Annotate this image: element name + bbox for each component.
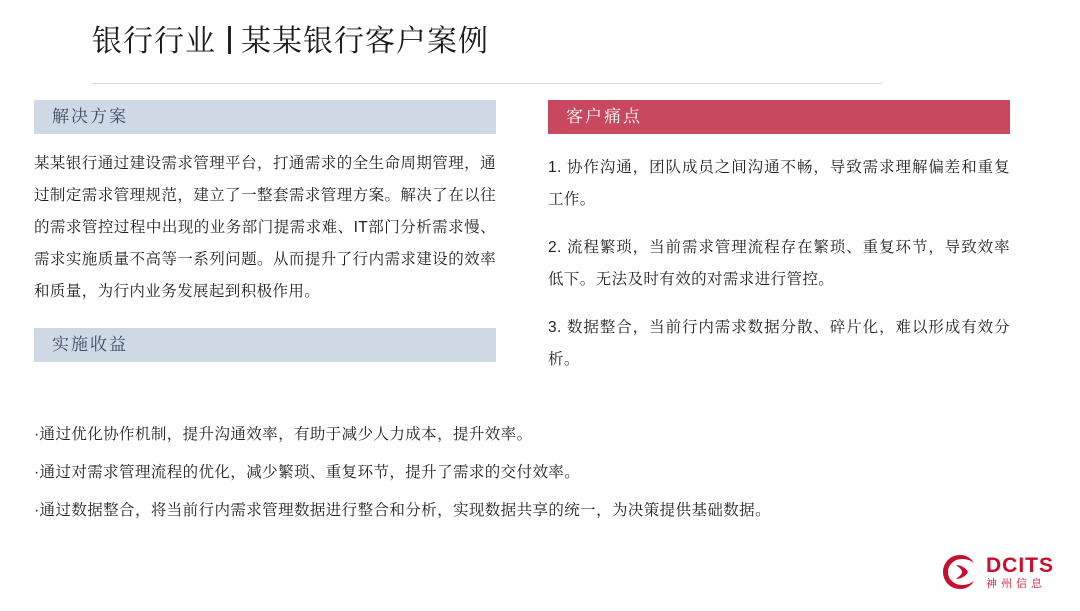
pain-points-heading: 客户痛点 xyxy=(548,100,1010,134)
pain-points-body xyxy=(548,152,1010,376)
pain-point-item: 2. 流程繁琐，当前需求管理流程存在繁琐、重复环节，导致效率低下。无法及时有效的对需求进行管控。 xyxy=(548,239,1010,288)
header-divider xyxy=(92,83,882,84)
company-logo xyxy=(940,549,1054,595)
slide-header xyxy=(0,0,1080,88)
solution-heading: 解决方案 xyxy=(34,100,496,134)
benefit-item: ·通过对需求管理流程的优化，减少繁琐、重复环节，提升了需求的交付效率。 xyxy=(34,464,581,481)
logo-sub-text: 神州信息 xyxy=(986,577,1046,590)
benefits-list xyxy=(34,416,1014,530)
page-title-left: 银行行业 xyxy=(92,25,216,58)
benefit-item: ·通过数据整合，将当前行内需求管理数据进行整合和分析，实现数据共享的统一，为决策提供基础数据。 xyxy=(34,502,771,519)
pain-point-item: 1. 协作沟通，团队成员之间沟通不畅，导致需求理解偏差和重复工作。 xyxy=(548,159,1010,208)
logo-text xyxy=(986,555,1054,590)
benefits-heading: 实施收益 xyxy=(34,328,496,362)
benefit-item: ·通过优化协作机制，提升沟通效率，有助于减少人力成本，提升效率。 xyxy=(34,426,533,443)
solution-column xyxy=(34,100,496,362)
page-title-right: 某某银行客户案例 xyxy=(241,25,489,58)
title-divider-bar xyxy=(228,26,231,54)
pain-points-column xyxy=(548,100,1010,392)
solution-body xyxy=(34,148,496,308)
dcits-logo-icon xyxy=(940,552,980,592)
logo-main-text: DCITS xyxy=(986,553,1054,577)
page-title xyxy=(92,22,489,62)
solution-paragraph: 某某银行通过建设需求管理平台，打通需求的全生命周期管理，通过制定需求管理规范，建立了一整套需求管理方案。解决了在以往的需求管控过程中出现的业务部门提需求难、IT部门分析需求慢、需求实施质量不高等一系列问题。从而提升了行内需求建设的效率和质量，为行内业务发展起到积极作用。 xyxy=(34,155,496,300)
pain-point-item: 3. 数据整合，当前行内需求数据分散、碎片化，难以形成有效分析。 xyxy=(548,319,1010,368)
